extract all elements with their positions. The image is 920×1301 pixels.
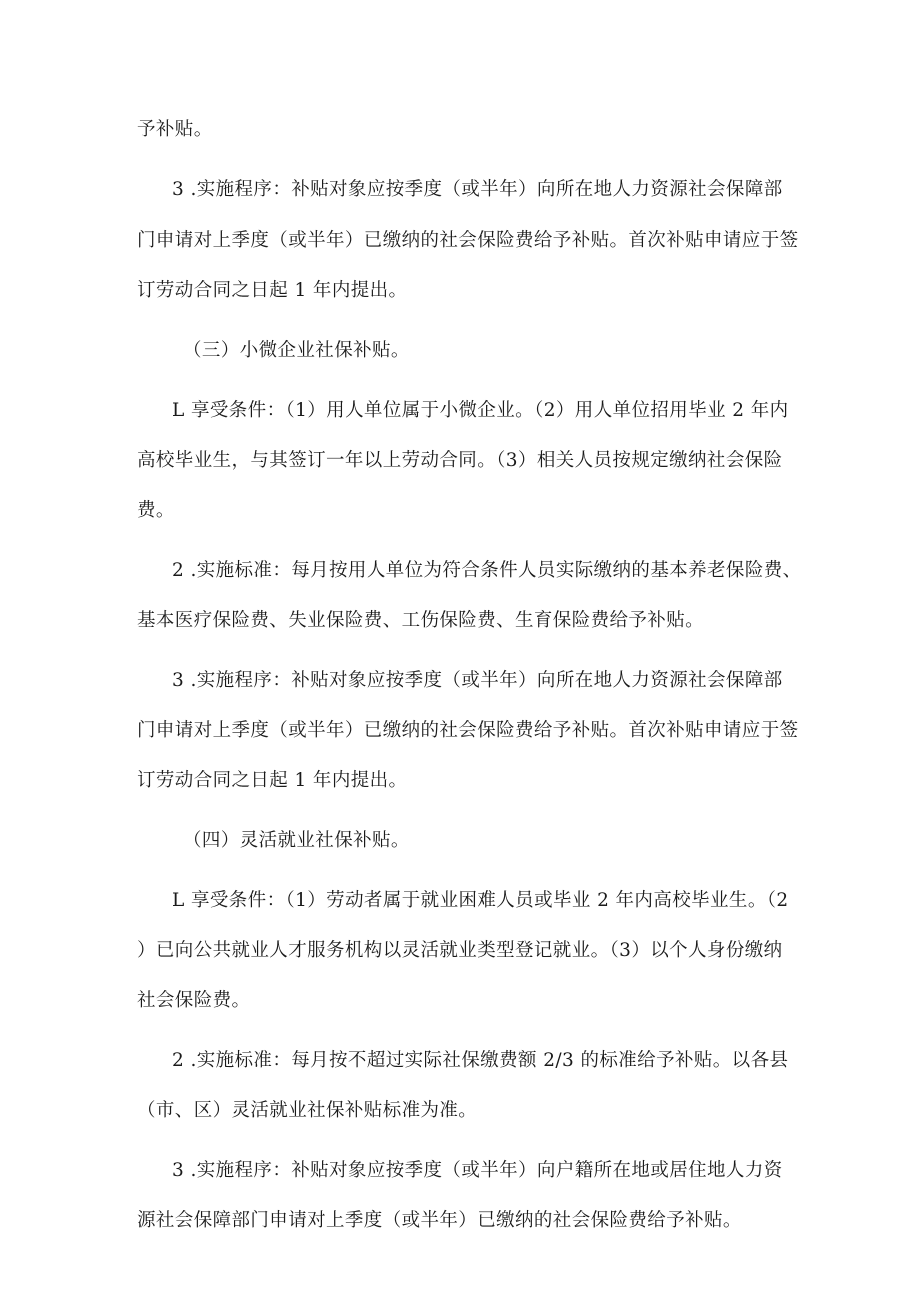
text-line: 订劳动合同之日起 1 年内提出。 [137, 770, 408, 791]
text-line: L 享受条件：（1）用人单位属于小微企业。（2）用人单位招用毕业 2 年内 [172, 400, 789, 421]
section-heading: （四）灵活就业社保补贴。 [183, 830, 410, 851]
text-line: 基本医疗保险费、失业保险费、工伤保险费、生育保险费给予补贴。 [137, 610, 705, 631]
text-line: 3 .实施程序：补贴对象应按季度（或半年）向所在地人力资源社会保障部 [172, 670, 783, 691]
section-heading: （三）小微企业社保补贴。 [183, 340, 410, 361]
text-line: L 享受条件：（1）劳动者属于就业困难人员或毕业 2 年内高校毕业生。（2 [172, 890, 789, 911]
text-line: 2 .实施标准：每月按不超过实际社保缴费额 2/3 的标准给予补贴。以各县 [172, 1050, 789, 1071]
text-line: 门申请对上季度（或半年）已缴纳的社会保险费给予补贴。首次补贴申请应于签 [137, 720, 799, 741]
text-line: （市、区）灵活就业社保补贴标准为准。 [137, 1100, 478, 1121]
text-line: 订劳动合同之日起 1 年内提出。 [137, 280, 408, 301]
text-line: 2 .实施标准：每月按用人单位为符合条件人员实际缴纳的基本养老保险费、 [172, 560, 802, 581]
text-line: 高校毕业生，与其签订一年以上劳动合同。（3）相关人员按规定缴纳社会保险 [137, 450, 783, 471]
text-line: 门申请对上季度（或半年）已缴纳的社会保险费给予补贴。首次补贴申请应于签 [137, 230, 799, 251]
text-line: 费。 [137, 500, 175, 521]
text-line: 予补贴。 [137, 119, 213, 140]
text-line: 社会保险费。 [137, 990, 251, 1011]
text-line: 3 .实施程序：补贴对象应按季度（或半年）向所在地人力资源社会保障部 [172, 179, 783, 200]
text-line: 源社会保障部门申请对上季度（或半年）已缴纳的社会保险费给予补贴。 [137, 1210, 742, 1231]
text-line: 3 .实施程序：补贴对象应按季度（或半年）向户籍所在地或居住地人力资 [172, 1160, 783, 1181]
text-line: ）已向公共就业人才服务机构以灵活就业类型登记就业。（3）以个人身份缴纳 [137, 940, 783, 961]
